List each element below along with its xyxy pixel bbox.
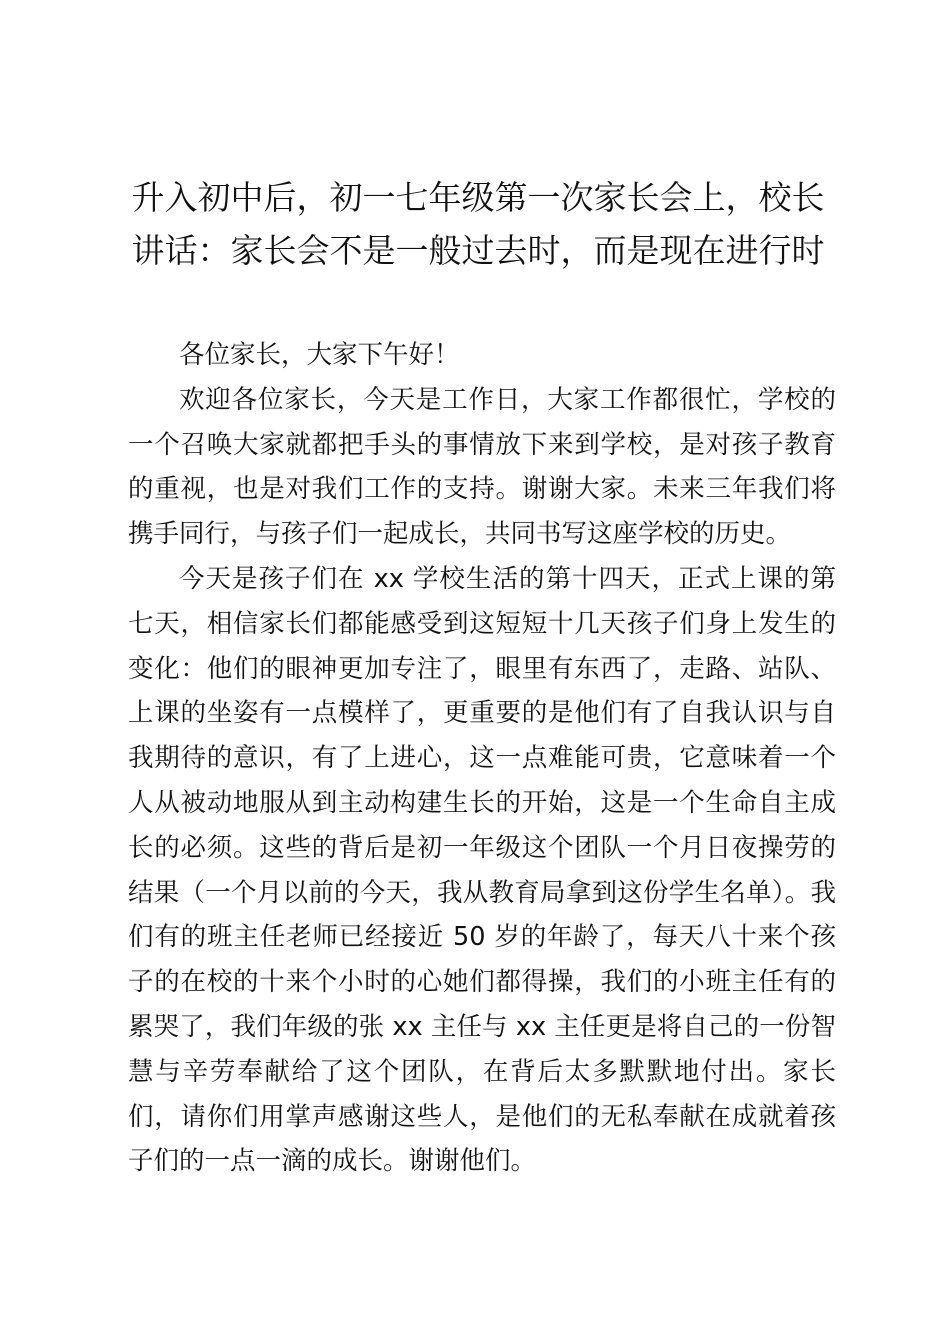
- document-title: 升入初中后，初一七年级第一次家长会上，校长讲话：家长会不是一般过去时，而是现在进行时: [131, 178, 825, 270]
- welcome-paragraph: 欢迎各位家长，今天是工作日，大家工作都很忙，学校的一个召唤大家就都把手头的事情放下来到学校，是对孩子教育的重视，也是对我们工作的支持。谢谢大家。未来三年我们将携手同行，与孩子们一起成长，共同书写这座学校的历史。: [128, 384, 836, 550]
- document-body: [128, 333, 836, 1184]
- greeting-paragraph: 各位家长，大家下午好！: [179, 340, 460, 370]
- main-paragraph: 今天是孩子们在 xx 学校生活的第十四天，正式上课的第七天，相信家长们都能感受到这短短十几天孩子们身上发生的变化：他们的眼神更加专注了，眼里有东西了，走路、站队、上课的坐姿有一点模样了，更重要的是他们有了自我认识与自我期待的意识，有了上进心，这一点难能可贵，它意味着一个人从被动地服从到主动构建生长的开始，这是一个生命自主成长的必须。这些的背后是初一年级这个团队一个月日夜操劳的结果（一个月以前的今天，我从教育局拿到这份学生名单）。我们有的班主任老师已经接近 50 岁的年龄了，每天八十来个孩子的在校的十来个小时的心她们都得操，我们的小班主任有的累哭了，我们年级的张 xx 主任与 xx 主任更是将自己的一份智慧与辛劳奉献给了这个团队，在背后太多默默地付出。家长们，请你们用掌声感谢这些人，是他们的无私奉献在成就着孩子们的一点一滴的成长。谢谢他们。: [128, 563, 836, 1177]
